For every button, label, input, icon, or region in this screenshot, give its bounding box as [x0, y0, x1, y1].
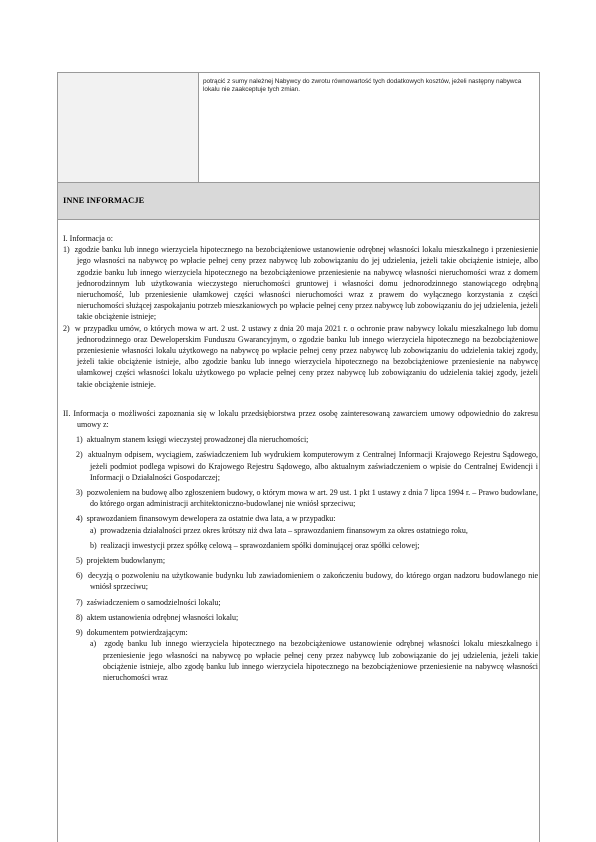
- list-marker: 9): [76, 628, 83, 638]
- part2-item-2: [63, 449, 538, 483]
- list-item-text: aktualnym stanem księgi wieczystej prowadzonej dla nieruchomości;: [86, 435, 309, 445]
- document-body: [63, 233, 538, 683]
- top-right-cell-text: potrącić z sumy należnej Nabywcy do zwrotu równowartość tych dodatkowych kosztów, jeżeli następny nabywca lokalu nie zaakceptuje tych zmian.: [203, 78, 522, 93]
- list-marker: 8): [76, 612, 83, 622]
- list-item-text: zaświadczeniem o samodzielności lokalu;: [86, 597, 221, 607]
- list-item-text: pozwoleniem na budowę albo zgłoszeniem budowy, o którym mowa w art. 29 ust. 1 pkt 1 ustawy z dnia 7 lipca 1994 r. – Prawo budowlane, do którego organ administracji architektoniczno-budowlanej nie wniósł sprzeciwu;: [86, 488, 539, 509]
- part1-item-1: [63, 244, 538, 322]
- part2-heading: II. Informacja o możliwości zapoznania się w lokalu przedsiębiorstwa przez osobę zainteresowaną zawarciem umowy odpowiednio do zakresu umowy z:: [63, 408, 538, 430]
- list-item-text: zgodzie banku lub innego wierzyciela hipotecznego na bezobciążeniowe ustanowienie odrębnej własności lokalu mieszkalnego i przeniesienie jego własności na nabywcę po wpłacie pełnej ceny przez nabywcę lub zobowiązaniu do jej udzielenia, jeżeli takie obciążenie istnieje, albo zgodzie banku lub innego wierzyciela hipotecznego na bezobciążeniowe przeniesienie na nabywcę własności nieruchomości wraz z domem jednorodzinnym lub użytkowania wieczystego nieruchomości gruntowej i własności domu jednorodzinnego stanowiącego odrębną nieruchomość, lub przeniesienie ułamkowej części własności nieruchomości wraz z prawem do wyłącznego korzystania z części nieruchomości służącej zaspokajaniu potrzeb mieszkaniowych po wpłacie pełnej ceny przez nabywcę lub zobowiązaniu do jej udzielenia, jeżeli takie obciążenie istnieje;: [74, 245, 538, 322]
- list-marker: 1): [76, 435, 83, 445]
- part2-item-9a: [63, 638, 538, 683]
- part1-item-2: [63, 323, 538, 390]
- list-item-text: zgodę banku lub innego wierzyciela hipotecznego na bezobciążeniowe ustanowienie odrębnej własności lokalu mieszkalnego i przeniesienie jego własności na nabywcę po wpłacie pełnej ceny przez nabywcę lub zobowiązanie do jej udzielenia, jeżeli takie obciążenie istnieje, albo zgodę banku lub innego wierzyciela hipotecznego na bezobciążeniowe przeniesienie na nabywcę własności nieruchomości wraz: [103, 639, 538, 682]
- part2-item-6: [63, 570, 538, 592]
- part2-item-4a: [63, 525, 538, 536]
- list-item-text: decyzją o pozwoleniu na użytkowanie budynku lub zawiadomieniem o zakończeniu budowy, do którego organ nadzoru budowlanego nie wniósł sprzeciwu;: [88, 571, 538, 592]
- part2-item-1: [63, 434, 538, 445]
- list-item-text: sprawozdaniem finansowym dewelopera za ostatnie dwa lata, a w przypadku:: [86, 514, 336, 524]
- top-table-row: [58, 73, 539, 183]
- list-marker: a): [90, 639, 97, 649]
- document-page: [57, 72, 540, 842]
- top-left-cell: [58, 73, 199, 182]
- list-marker: 3): [76, 488, 83, 498]
- list-item-text: dokumentem potwierdzającym:: [86, 628, 188, 638]
- part2-item-4: [63, 513, 538, 524]
- list-marker: a): [90, 525, 97, 535]
- list-marker: 6): [76, 571, 83, 581]
- list-item-text: projektem budowlanym;: [86, 556, 166, 566]
- list-marker: b): [90, 540, 97, 550]
- part2-item-5: [63, 555, 538, 566]
- list-marker: 2): [63, 323, 70, 333]
- section-header-title: INNE INFORMACJE: [63, 196, 145, 205]
- part2-item-7: [63, 597, 538, 608]
- part2-item-9: [63, 627, 538, 638]
- part1-heading: I. Informacja o:: [63, 234, 113, 243]
- list-item-text: aktualnym odpisem, wyciągiem, zaświadczeniem lub wydrukiem komputerowym z Centralnej Informacji Krajowego Rejestru Sądowego, jeżeli podmiot podlega wpisowi do Krajowego Rejestru Sądowego, albo aktualnym zaświadczeniem o wpisie do Centralnej Ewidencji i Informacji o Działalności Gospodarczej;: [88, 450, 539, 482]
- list-marker: 1): [63, 245, 70, 255]
- list-marker: 5): [76, 556, 83, 566]
- list-item-text: aktem ustanowienia odrębnej własności lokalu;: [86, 612, 239, 622]
- list-item-text: prowadzenia działalności przez okres krótszy niż dwa lata – sprawozdaniem finansowym za okres ostatniego roku,: [100, 525, 468, 535]
- part2-item-8: [63, 612, 538, 623]
- list-item-text: realizacji inwestycji przez spółkę celową – sprawozdaniem spółki dominującej oraz spółki celowej;: [100, 540, 420, 550]
- list-item-text: w przypadku umów, o których mowa w art. 2 ust. 2 ustawy z dnia 20 maja 2021 r. o ochronie praw nabywcy lokalu mieszkalnego lub domu jednorodzinnego oraz Deweloperskim Funduszu Gwarancyjnym, o zgodzie banku lub innego wierzyciela hipotecznego na bezobciążeniowe przeniesienie własności lokalu użytkowego na nabywcę po wpłacie pełnej ceny przez nabywcę lub zobowiązaniu do udzielenia takiej zgody, jeżeli takie obciążenie istnieje, albo zgodzie banku lub innego wierzyciela hipotecznego na bezobciążeniowe przeniesienie na nabywcę ułamkowej części własności lokalu użytkowego po wpłacie pełnej ceny przez nabywcę lub zobowiązaniu do udzielenia takiej zgody, jeżeli takie obciążenie istnieje.: [74, 323, 539, 389]
- list-marker: 2): [76, 450, 83, 460]
- list-marker: 4): [76, 514, 83, 524]
- part2-item-4b: [63, 540, 538, 551]
- part2-item-3: [63, 487, 538, 509]
- list-marker: 7): [76, 597, 83, 607]
- section-header: [58, 183, 539, 220]
